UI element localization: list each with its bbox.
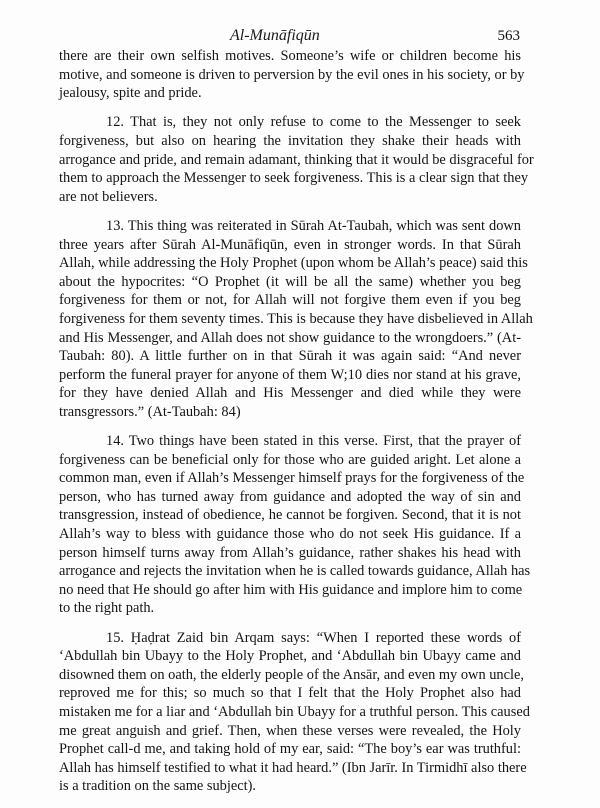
note-12-paragraph — [59, 113, 534, 206]
text-line: 12. That is, they not only refuse to come to the Messenger to seek — [106, 114, 521, 131]
text-line: forgiveness, but also on hearing the invitation they shake their heads with — [59, 132, 521, 149]
text-line: are not believers. — [59, 188, 158, 205]
text-line: disowned them on oath, the elderly people of the Ansār, and even my own uncle, — [59, 666, 524, 683]
text-line: forgiveness can be beneficial only for those who are guided aright. Let alone a — [59, 451, 521, 468]
text-line: is a tradition on the same subject). — [59, 778, 257, 795]
text-line: common man, even if Allah’s Messenger himself prays for the forgiveness of the — [59, 470, 525, 487]
text-line: Taubah: 80). A little further on in that Sūrah it was again said: “And never — [59, 348, 521, 365]
text-line: Allah’s way to bless with guidance those who do not seek His guidance. If a — [59, 526, 521, 543]
note-14-paragraph — [59, 432, 531, 618]
text-line: transgressors.” (At-Taubah: 84) — [59, 403, 241, 420]
text-line: reproved me for this; so much so that I felt that the Holy Prophet also had — [59, 685, 521, 702]
text-line: jealousy, spite and pride. — [59, 85, 202, 102]
text-line: Prophet call-d me, and taking hold of my ear, said: “The boy’s ear was truthful: — [59, 741, 521, 758]
text-line: forgiveness for them or not, for Allah will not forgive them even if you beg — [59, 292, 521, 309]
note-13-paragraph — [59, 217, 533, 422]
text-line: and His Messenger, and Allah does not show guidance to the wrongdoers.” (At- — [59, 329, 521, 346]
text-line: mistaken me for a liar and ‘Abdullah bin Ubayy for a truthful person. This caused — [59, 703, 530, 720]
running-head — [60, 27, 520, 47]
text-line: me great anguish and grief. Then, when these verses were revealed, the Holy — [59, 722, 521, 739]
text-line: them to approach the Messenger to seek forgiveness. This is a clear sign that they — [59, 170, 529, 187]
text-line: no need that He should go after him with His guidance and implore him to come — [59, 581, 523, 598]
text-line: forgiveness for them seventy times. This is because they have disbelieved in Allah — [59, 310, 533, 327]
text-line: Allah has himself testified to what it had heard.” (Ibn Jarīr. In Tirmidhī also there — [59, 759, 527, 776]
text-line: there are their own selfish motives. Someone’s wife or children become his — [59, 48, 521, 64]
text-line: about the hypocrites: “O Prophet (it will be all the same) whether you beg — [59, 273, 521, 290]
text-line: person, who has turned away from guidance and adopted the way of sin and — [59, 488, 521, 505]
text-line: for they have denied Allah and His Messenger and died while they were — [59, 385, 521, 402]
note-15-paragraph — [59, 629, 530, 796]
page-body — [59, 47, 534, 807]
text-line: 15. Ḥaḍrat Zaid bin Arqam says: “When I reported these words of — [106, 629, 521, 646]
text-line: 13. This thing was reiterated in Sūrah At-Taubah, which was sent down — [106, 217, 521, 234]
running-head-title: Al-Munāfiqūn — [230, 27, 320, 44]
text-line: Allah, while addressing the Holy Prophet (upon whom be Allah’s peace) said this — [59, 255, 528, 272]
text-line: arrogance and pride, and remain adamant, thinking that it would be disgraceful for — [59, 151, 534, 168]
text-line: person himself turns away from Allah’s guidance, rather shakes his head with — [59, 544, 521, 561]
paragraph-continuation — [59, 47, 525, 103]
page-number: 563 — [497, 28, 520, 44]
text-line: to the right path. — [59, 600, 155, 617]
text-line: motive, and someone is driven to perversion by the evil ones in his society, or by — [59, 66, 525, 83]
text-line: 14. Two things have been stated in this verse. First, that the prayer of — [106, 433, 521, 450]
text-line: ‘Abdullah bin Ubayy to the Holy Prophet, and ‘Abdullah bin Ubayy came and — [59, 648, 521, 665]
text-line: transgression, instead of obedience, he cannot be forgiven. Second, that it is not — [59, 507, 521, 524]
text-line: perform the funeral prayer for anyone of them W;10 dies nor stand at his grave, — [59, 366, 521, 383]
text-line: three years after Sūrah Al-Munāfiqūn, even in stronger words. In that Sūrah — [59, 236, 521, 253]
text-line: arrogance and rejects the invitation when he is called towards guidance, Allah has — [59, 563, 531, 580]
